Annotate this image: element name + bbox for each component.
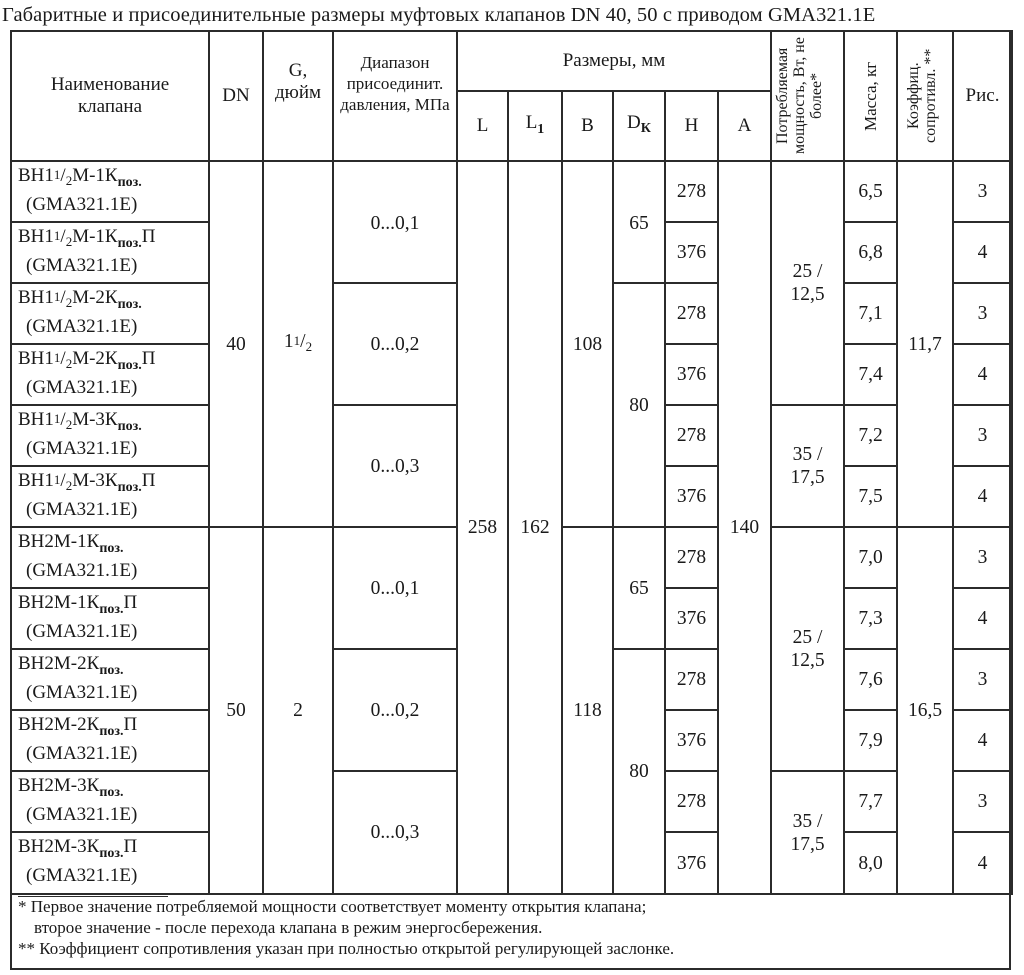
power-cell	[771, 771, 844, 894]
name-suffix: П	[123, 836, 138, 857]
name-sub: поз.	[99, 602, 124, 617]
name-sub: поз.	[99, 663, 124, 678]
valve-name: $ВН1^1/_2М-1К_{поз.}П$ (GMA321.1E)	[11, 222, 209, 283]
valve-name: $ВН1^1/_2М-3К_{поз.}$ (GMA321.1E)	[11, 405, 209, 466]
header-coef-label: Коэффиц. сопротивл. **	[905, 48, 939, 144]
name-drive: (GMA321.1E)	[26, 743, 138, 764]
valve-name: $ВН1^1/_2М-2К_{поз.}$ (GMA321.1E)	[11, 283, 209, 344]
header-A: A	[718, 91, 771, 161]
name-part: ВН2	[18, 653, 54, 674]
power-cell	[771, 527, 844, 771]
footnote-2: ** Коэффициент сопротивления указан при полностью открытой регулирующей заслонке.	[18, 939, 675, 958]
header-mass	[844, 31, 897, 161]
name-drive: (GMA321.1E)	[26, 499, 138, 520]
name-suffix: П	[141, 226, 156, 247]
page-title: Габаритные и присоединительные размеры муфтовых клапанов DN 40, 50 с приводом GMA321.1E	[2, 4, 876, 26]
pressure-cell: 0...0,2	[333, 649, 457, 771]
table-row	[11, 161, 1012, 222]
g-base: 1	[283, 331, 294, 352]
pressure-cell: 0...0,1	[333, 161, 457, 283]
power-line1: 25 /	[792, 627, 823, 648]
valve-name	[11, 588, 209, 649]
header-dn: DN	[209, 31, 263, 161]
name-part: М-2К	[53, 714, 100, 735]
header-power-label: Потребляемая мощность, Вт, не более*	[773, 37, 825, 155]
fig-cell: 4	[953, 832, 1012, 894]
name-suffix: П	[123, 592, 138, 613]
name-drive: (GMA321.1E)	[26, 621, 138, 642]
name-drive: (GMA321.1E)	[26, 560, 138, 581]
pressure-cell: 0...0,3	[333, 405, 457, 527]
name-frac: 2	[65, 417, 73, 432]
name-sup: 1	[53, 472, 61, 487]
power-line2: 17,5	[790, 467, 825, 488]
mass-cell: 7,1	[844, 283, 897, 344]
mass-cell: 7,5	[844, 466, 897, 527]
power-line1: 25 /	[792, 261, 823, 282]
name-sub: поз.	[117, 480, 142, 495]
L1-cell: 162	[508, 161, 562, 894]
mass-cell: 7,7	[844, 771, 897, 832]
mass-cell: 7,6	[844, 649, 897, 710]
name-suffix: П	[141, 348, 156, 369]
name-part: ВН1	[18, 470, 54, 491]
pressure-cell: 0...0,2	[333, 283, 457, 405]
name-drive: (GMA321.1E)	[26, 682, 138, 703]
name-part: ВН1	[18, 348, 54, 369]
name-part: М-3К	[53, 836, 100, 857]
header-Dk	[613, 91, 665, 161]
fig-cell: 4	[953, 222, 1012, 283]
power-line1: 35 /	[792, 810, 823, 832]
name-sub: поз.	[117, 297, 142, 312]
name-drive: (GMA321.1E)	[26, 438, 138, 459]
mass-cell: 7,0	[844, 527, 897, 588]
header-L1	[508, 91, 562, 161]
H-cell: 376	[665, 588, 718, 649]
valve-name	[11, 832, 209, 894]
name-part: М-1К	[53, 592, 100, 613]
name-sub: поз.	[117, 358, 142, 373]
name-part: ВН2	[18, 775, 54, 796]
fig-cell: 3	[953, 527, 1012, 588]
valve-dimensions-table	[10, 30, 1013, 895]
name-sub: поз.	[99, 846, 124, 861]
mass-cell: 7,2	[844, 405, 897, 466]
fig-cell: 3	[953, 161, 1012, 222]
name-sub: поз.	[117, 236, 142, 251]
valve-name	[11, 649, 209, 710]
name-part: ВН1	[18, 165, 54, 186]
header-g: G, дюйм	[263, 31, 333, 161]
fig-cell: 4	[953, 466, 1012, 527]
name-sub: поз.	[99, 724, 124, 739]
B-cell: 108	[562, 161, 613, 527]
g-sup: 1	[293, 333, 301, 348]
power-line2: 12,5	[790, 650, 825, 671]
name-frac: 2	[65, 295, 73, 310]
name-sup: 1	[53, 167, 61, 182]
B-cell: 118	[562, 527, 613, 894]
name-part: ВН2	[18, 836, 54, 857]
name-drive: (GMA321.1E)	[26, 804, 138, 825]
H-cell: 376	[665, 222, 718, 283]
name-suffix: П	[123, 714, 138, 735]
name-sup: 1	[53, 350, 61, 365]
footnote-1-continued: второе значение - после перехода клапана в режим энергосбережения.	[34, 918, 543, 937]
name-part: М-1К	[72, 226, 118, 247]
dn-cell: 40	[209, 161, 263, 527]
valve-name: $ВН1^1/_2М-3К_{поз.}П$ (GMA321.1E)	[11, 466, 209, 527]
header-dims-group: Размеры, мм	[457, 31, 771, 91]
Dk-cell: 65	[613, 161, 665, 283]
header-Dk-sub: К	[640, 121, 651, 136]
name-drive: (GMA321.1E)	[26, 316, 138, 337]
fig-cell: 4	[953, 710, 1012, 771]
valve-name: $ВН1^1/_2М-1К_{поз.}$ (GMA321.1E)	[11, 161, 209, 222]
footnotes	[18, 896, 674, 959]
name-part: ВН2	[18, 531, 54, 552]
header-pressure-label: Диапазон присоединит. давления, МПа	[340, 53, 450, 114]
fig-cell: 3	[953, 771, 1012, 832]
header-power	[771, 31, 844, 161]
name-drive: (GMA321.1E)	[26, 194, 138, 215]
name-sup: 1	[53, 289, 61, 304]
H-cell: 278	[665, 649, 718, 710]
fig-cell: 4	[953, 344, 1012, 405]
name-part: ВН2	[18, 714, 54, 735]
name-suffix: П	[141, 470, 156, 491]
valve-name	[11, 527, 209, 588]
pressure-cell: 0...0,3	[333, 771, 457, 894]
name-frac: 2	[65, 173, 73, 188]
coef-cell: 16,5	[897, 527, 953, 894]
header-mass-label: Масса, кг	[861, 61, 880, 131]
fig-cell: 4	[953, 588, 1012, 649]
pressure-cell: 0...0,1	[333, 527, 457, 649]
name-part: М-2К	[53, 653, 100, 674]
header-L1-base: L	[525, 111, 538, 133]
name-sup: 1	[53, 228, 61, 243]
mass-cell: 7,9	[844, 710, 897, 771]
name-drive: (GMA321.1E)	[26, 865, 138, 886]
name-part: М-1К	[72, 165, 118, 186]
Dk-cell: 65	[613, 527, 665, 649]
footnote-1: * Первое значение потребляемой мощности соответствует моменту открытия клапана;	[18, 897, 647, 916]
name-sub: поз.	[117, 419, 142, 434]
header-L1-sub: 1	[537, 121, 545, 137]
valve-name: $ВН1^1/_2М-2К_{поз.}П$ (GMA321.1E)	[11, 344, 209, 405]
header-Dk-base: D	[627, 112, 641, 133]
header-fig: Рис.	[953, 31, 1012, 161]
mass-cell: 6,8	[844, 222, 897, 283]
header-B: B	[562, 91, 613, 161]
g-cell: $1^1/_2$	[263, 161, 333, 527]
valve-name	[11, 710, 209, 771]
H-cell: 278	[665, 405, 718, 466]
mass-cell: 7,3	[844, 588, 897, 649]
name-part: М-2К	[72, 287, 118, 308]
power-cell	[771, 405, 844, 527]
mass-cell: 8,0	[844, 832, 897, 894]
name-drive: (GMA321.1E)	[26, 255, 138, 276]
name-part: М-2К	[72, 348, 118, 369]
H-cell: 278	[665, 527, 718, 588]
fig-cell: 3	[953, 405, 1012, 466]
fig-cell: 3	[953, 283, 1012, 344]
dn-cell: 50	[209, 527, 263, 894]
name-part: М-3К	[72, 409, 118, 430]
name-part: М-1К	[53, 531, 100, 552]
L-cell: 258	[457, 161, 508, 894]
coef-cell: 11,7	[897, 161, 953, 527]
H-cell: 376	[665, 344, 718, 405]
name-part: ВН1	[18, 287, 54, 308]
header-H: H	[665, 91, 718, 161]
valve-name	[11, 771, 209, 832]
A-cell: 140	[718, 161, 771, 894]
name-drive: (GMA321.1E)	[26, 377, 138, 398]
power-line1: 35 /	[792, 444, 823, 465]
name-sub: поз.	[99, 541, 124, 556]
g-frac: 2	[305, 339, 313, 354]
header-coef	[897, 31, 953, 161]
name-sub: поз.	[99, 785, 124, 800]
header-L: L	[457, 91, 508, 161]
header-name: Наименование клапана	[11, 31, 209, 161]
H-cell: 278	[665, 771, 718, 832]
name-part: М-3К	[53, 775, 100, 796]
H-cell: 376	[665, 832, 718, 894]
power-line2: 17,5	[790, 833, 825, 855]
power-cell	[771, 161, 844, 405]
H-cell: 376	[665, 466, 718, 527]
header-pressure	[333, 31, 457, 161]
mass-cell: 6,5	[844, 161, 897, 222]
power-line2: 12,5	[790, 284, 825, 305]
H-cell: 278	[665, 161, 718, 222]
name-part: М-3К	[72, 470, 118, 491]
name-sub: поз.	[117, 175, 142, 190]
name-sup: 1	[53, 411, 61, 426]
mass-cell: 7,4	[844, 344, 897, 405]
name-part: ВН1	[18, 226, 54, 247]
Dk-cell: 80	[613, 649, 665, 894]
name-frac: 2	[65, 356, 73, 371]
H-cell: 376	[665, 710, 718, 771]
name-part: ВН1	[18, 409, 54, 430]
fig-cell: 3	[953, 649, 1012, 710]
name-frac: 2	[65, 478, 73, 493]
name-frac: 2	[65, 234, 73, 249]
g-cell: 2	[263, 527, 333, 894]
H-cell: 278	[665, 283, 718, 344]
Dk-cell: 80	[613, 283, 665, 527]
name-part: ВН2	[18, 592, 54, 613]
